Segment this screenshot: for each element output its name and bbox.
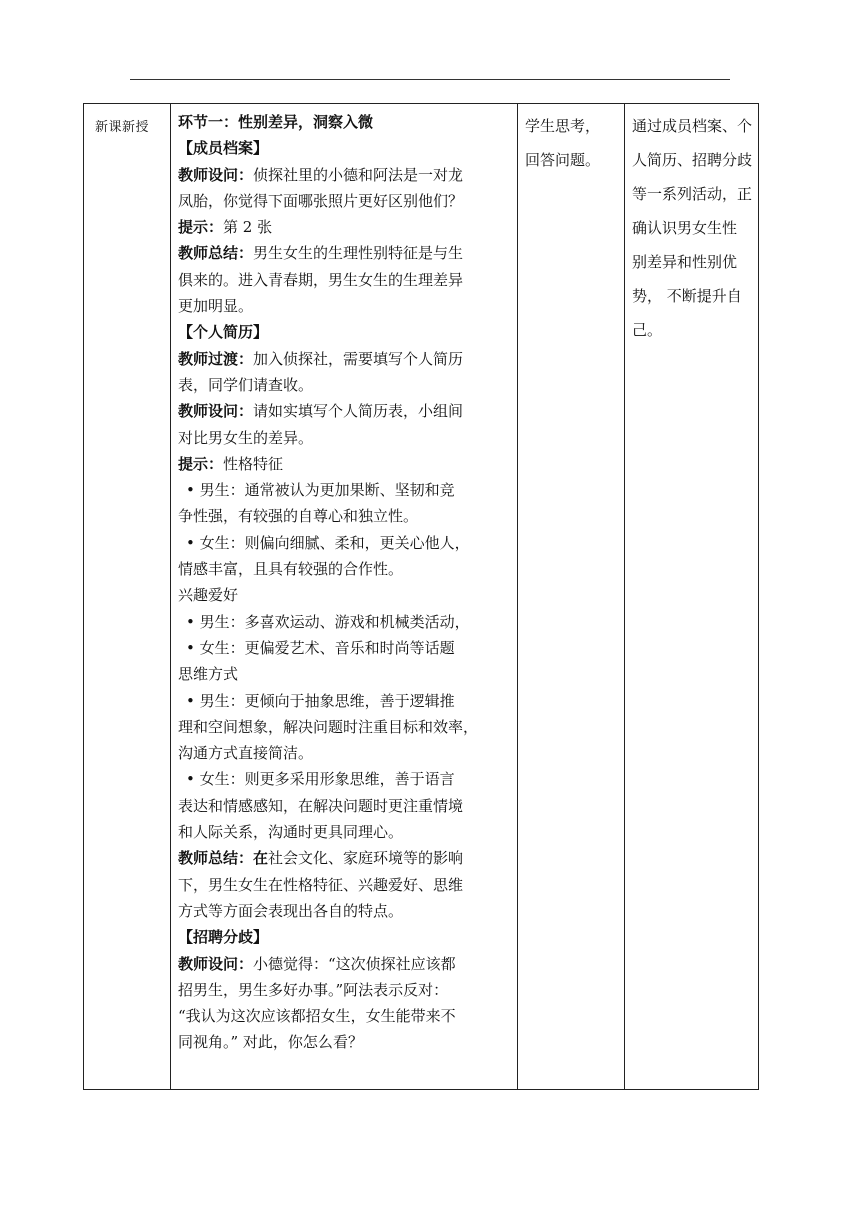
sum1-text: 男生女生的生理性别特征是与生 [253,244,464,263]
sum1-text-end: 更加明显。 [178,297,254,316]
hint1-label: 提示： [178,218,224,237]
q3-text-cont: 招男生，男生多好办事。”阿法表示反对： [178,980,449,999]
design-intent-cell [625,104,759,1090]
hint1-text: 第 2 张 [223,218,273,237]
stage-label: 新课新授 [95,120,150,135]
trait-female-cont: 情感丰富，且具有较强的合作性。 [178,560,404,579]
design-intent-line: 通过成员档案、个 [632,117,753,135]
content-cell [171,104,518,1090]
hint2-text: 性格特征 [223,454,284,473]
part3-heading: 【招聘分歧】 [178,928,269,947]
q1-text-cont: 凤胎，你觉得下面哪张照片更好区别他们？ [178,191,464,210]
thinking-male-item: • 男生：更倾向于抽象思维，善于逻辑推 [186,691,455,710]
hobby-female-item: • 女生：更偏爱艺术、音乐和时尚等话题 [186,638,455,657]
q2-label: 教师设问： [178,402,254,421]
trait-male-item: • 男生：通常被认为更加果断、坚韧和竞 [186,481,455,500]
section-title: 环节一：性别差异，洞察入微 [178,113,374,131]
thinking-female-end: 和人际关系，沟通时更具同理心。 [178,823,404,842]
thinking-male-end: 沟通方式直接简洁。 [178,744,314,763]
part1-heading: 【成员档案】 [178,139,269,158]
trait-female-item: • 女生：则偏向细腻、柔和，更关心他人， [186,533,470,552]
design-intent-line: 人简历、招聘分歧 [632,151,753,169]
sum1-text-cont: 俱来的。进入青春期，男生女生的生理差异 [178,270,464,289]
design-intent-line: 别差异和性别优 [632,253,738,271]
stage-cell [84,104,171,1090]
table-row [84,104,759,1090]
q3-label: 教师设问： [178,954,254,973]
student-activity-cell [518,104,625,1090]
thinking-female-item: • 女生：则更多采用形象思维，善于语言 [186,770,455,789]
design-intent [625,104,758,347]
design-intent-line: 等一系列活动，正 [632,185,753,203]
sum2-text-cont: 下，男生女生在性格特征、兴趣爱好、思维 [178,875,464,894]
q3-text-end: 同视角。” 对此，你怎么看？ [178,1033,363,1052]
student-activity [518,104,624,177]
q2-text-cont: 对比男女生的差异。 [178,428,314,447]
q1-text: 侦探社里的小德和阿法是一对龙 [253,165,464,184]
thinking-title: 思维方式 [178,665,239,684]
thinking-female-cont: 表达和情感感知，在解决问题时更注重情境 [178,796,464,815]
trait-male-cont: 争性强，有较强的自尊心和独立性。 [178,507,419,526]
design-intent-line: 势， 不断提升自 [632,287,742,305]
hobby-male-item: • 男生：多喜欢运动、游戏和机械类活动， [186,612,470,631]
header-rule [130,79,730,80]
student-activity-line: 学生思考， [525,117,601,135]
transition-label: 教师过渡： [178,349,254,368]
q1-label: 教师设问： [178,165,254,184]
q3-text: 小德觉得：“这次侦探社应该都 [253,954,456,973]
lesson-plan-table [83,103,759,1090]
q3-text-cont2: “我认为这次应该都招女生，女生能带来不 [178,1007,456,1026]
hint2-label: 提示： [178,454,224,473]
sum2-label: 教师总结：在 [178,849,269,868]
q2-text: 请如实填写个人简历表，小组间 [253,402,464,421]
part2-heading: 【个人简历】 [178,323,269,342]
thinking-male-cont: 理和空间想象，解决问题时注重目标和效率， [178,717,479,736]
transition-text: 加入侦探社，需要填写个人简历 [253,349,464,368]
teaching-content [171,104,517,1056]
student-activity-line: 回答问题。 [525,151,601,169]
sum2-text-end: 方式等方面会表现出各自的特点。 [178,901,404,920]
design-intent-line: 确认识男女生性 [632,219,738,237]
sum1-label: 教师总结： [178,244,254,263]
sum2-text: 社会文化、家庭环境等的影响 [268,849,464,868]
design-intent-line: 己。 [632,321,663,339]
hobby-title: 兴趣爱好 [178,586,239,605]
transition-text-cont: 表，同学们请查收。 [178,375,314,394]
